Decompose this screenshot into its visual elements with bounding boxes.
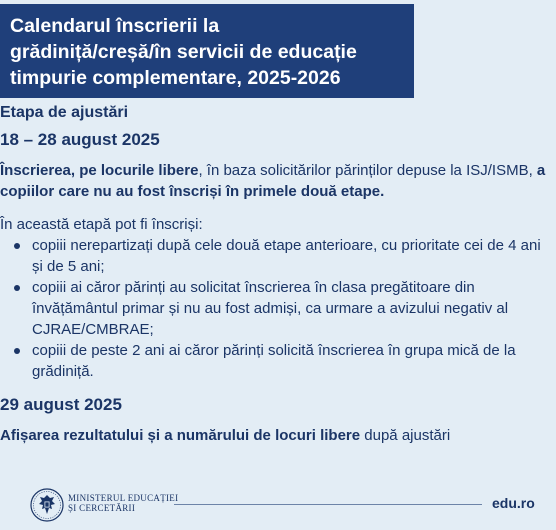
list-item: copiii ai căror părinți au solicitat înscrierea în clasa pregătitoare din învățământul primar și nu au fost admiși, ca urmare a avizului negativ al CJRAE/CMBRAE; (0, 277, 550, 340)
footer (0, 484, 556, 530)
list-item: copiii de peste 2 ani ai căror părinți solicită înscrierea în grupa mică de la grădiniță. (0, 340, 550, 382)
stage-heading: Etapa de ajustări (0, 104, 129, 121)
period-2-heading: 29 august 2025 (0, 395, 122, 414)
title-line-2: grădiniță/creșă/în servicii de educație (10, 41, 357, 63)
enrollment-paragraph (0, 160, 550, 202)
main-content (0, 102, 550, 446)
ministry-line-2: ȘI CERCETĂRII (68, 503, 136, 513)
romanian-coat-of-arms-icon (30, 488, 64, 522)
title-line-1: Calendarul înscrierii la (10, 15, 220, 37)
results-bold: Afișarea rezultatului și a numărului de locuri libere (0, 427, 361, 444)
list-item: copiii nerepartizați după cele două etape anterioare, cu prioritate cei de 4 ani și de 5 ani; (0, 235, 550, 277)
results-paragraph (0, 425, 550, 446)
enrollment-normal-1: , în baza solicitărilor părinților depuse la ISJ/ISMB, (198, 162, 537, 179)
ministry-line-1: MINISTERUL EDUCAȚIEI (68, 493, 179, 503)
results-normal: după ajustări (360, 427, 451, 444)
enrollment-bold-2: a copiilor care nu au fost înscriși în primele două etape. (0, 162, 546, 200)
website-link[interactable]: edu.ro (492, 495, 535, 511)
title-banner (0, 4, 414, 98)
ministry-name (68, 493, 178, 513)
title-line-3: timpurie complementare, 2025-2026 (10, 67, 341, 89)
enrollment-bold-1: Înscrierea, pe locurile libere (0, 162, 199, 179)
eligibility-intro: În această etapă pot fi înscriși: (0, 216, 203, 233)
eligibility-list (0, 235, 550, 382)
footer-divider (174, 504, 482, 505)
period-1-heading: 18 – 28 august 2025 (0, 130, 160, 149)
